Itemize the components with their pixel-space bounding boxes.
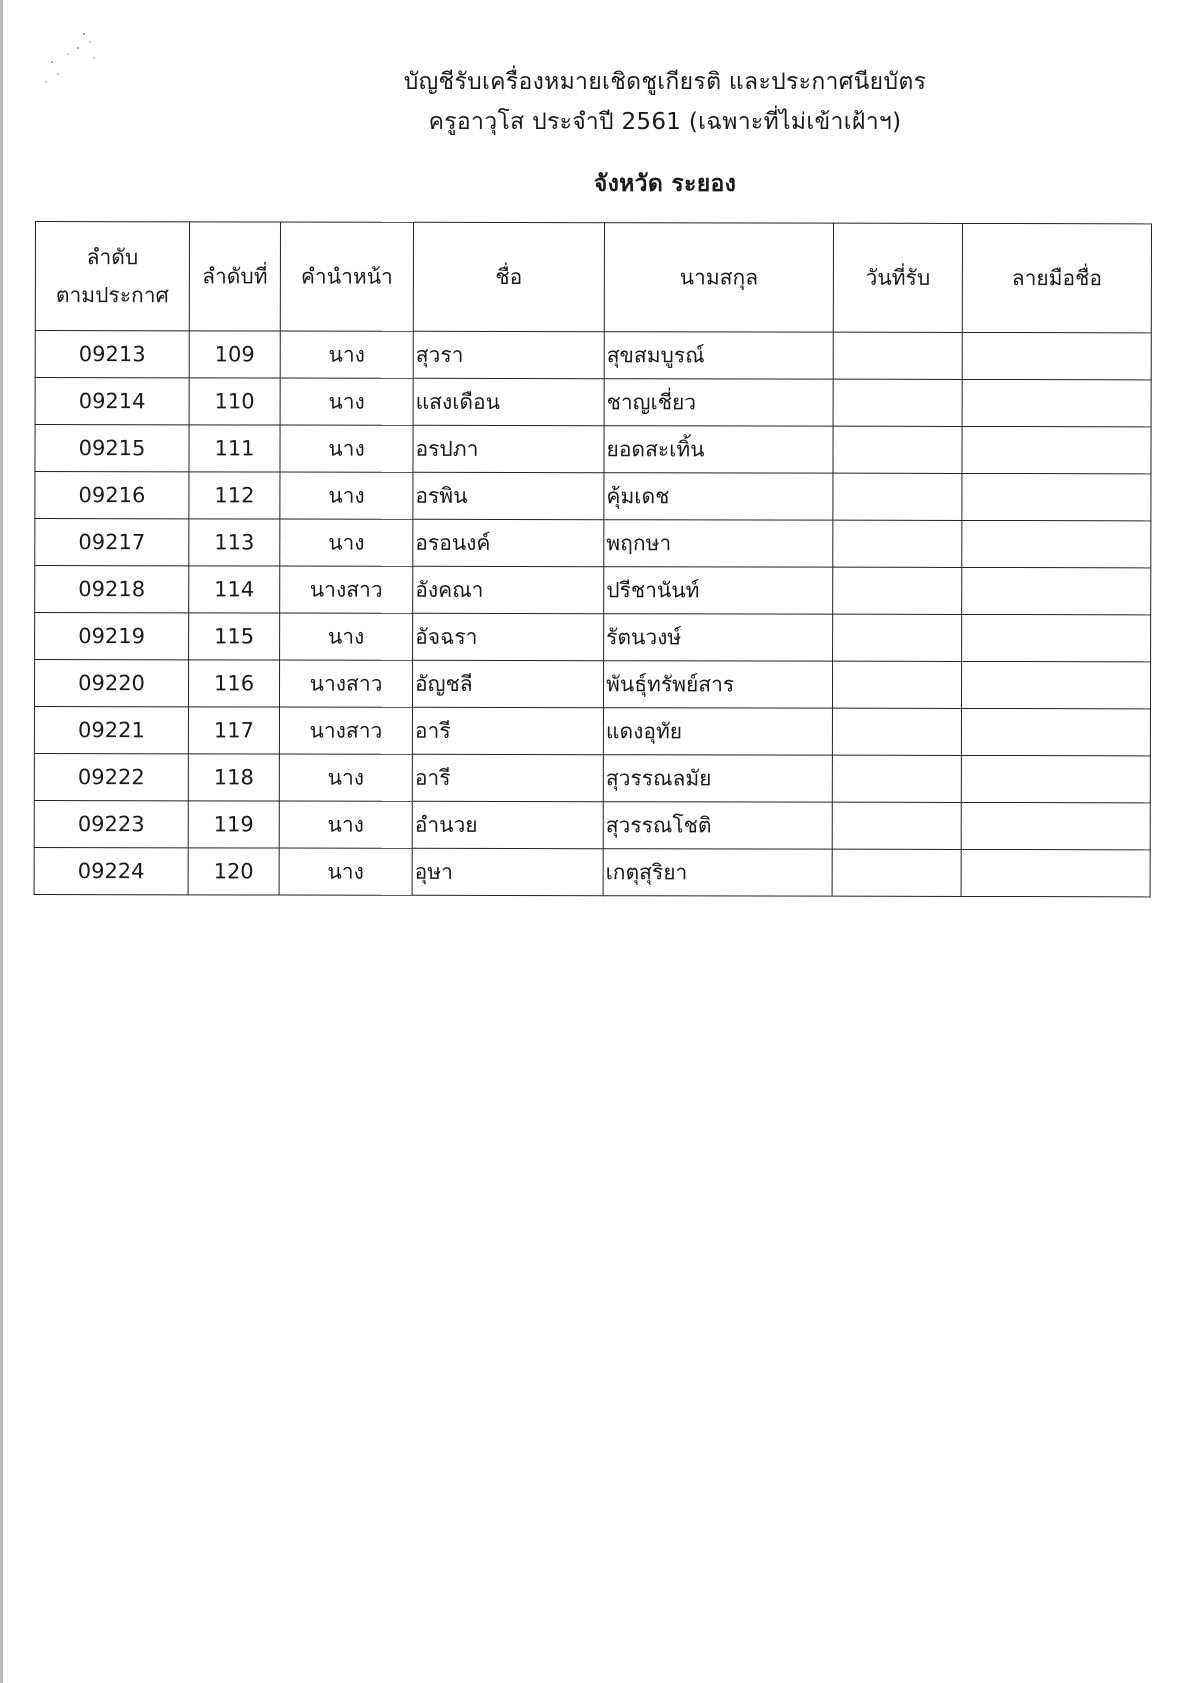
cell-signature <box>962 520 1151 567</box>
cell-announce-order: 09217 <box>35 519 189 566</box>
cell-seq: 111 <box>189 425 280 472</box>
header-first-name: ชื่อ <box>413 222 604 331</box>
cell-prefix: นาง <box>279 754 412 801</box>
cell-prefix: นาง <box>279 848 412 895</box>
cell-signature <box>962 426 1151 473</box>
cell-first-name: อัจฉรา <box>413 613 604 660</box>
header-announce-order-line1: ลำดับ <box>86 245 139 270</box>
cell-last-name: สุวรรณลมัย <box>603 755 832 802</box>
cell-last-name: พันธุ์ทรัพย์สาร <box>603 661 832 708</box>
cell-announce-order: 09213 <box>35 331 189 378</box>
cell-first-name: อรปภา <box>413 425 604 472</box>
cell-announce-order: 09218 <box>35 566 189 613</box>
cell-last-name: ยอดสะเทิ้น <box>604 426 833 473</box>
cell-prefix: นาง <box>279 801 412 848</box>
cell-seq: 120 <box>188 848 279 895</box>
cell-first-name: อำนวย <box>412 801 603 848</box>
cell-first-name: อารี <box>412 707 603 754</box>
header-last-name: นามสกุล <box>604 223 833 332</box>
cell-last-name: สุขสมบูรณ์ <box>604 332 833 379</box>
cell-date-received <box>833 614 962 661</box>
cell-date-received <box>833 332 962 379</box>
header-seq: ลำดับที่ <box>189 222 280 331</box>
cell-seq: 117 <box>188 707 279 754</box>
cell-first-name: อัญชลี <box>412 660 603 707</box>
cell-signature <box>961 661 1150 708</box>
cell-date-received <box>832 802 961 849</box>
cell-signature <box>961 802 1150 849</box>
cell-seq: 110 <box>189 378 280 425</box>
cell-announce-order: 09214 <box>35 378 189 425</box>
cell-date-received <box>833 473 962 520</box>
cell-prefix: นาง <box>280 613 413 660</box>
cell-date-received <box>832 708 961 755</box>
cell-announce-order: 09216 <box>35 472 189 519</box>
cell-prefix: นางสาว <box>279 707 412 754</box>
cell-signature <box>962 473 1151 520</box>
cell-prefix: นาง <box>280 331 413 378</box>
cell-prefix: นาง <box>280 425 413 472</box>
table-row <box>34 660 1150 709</box>
province-heading: จังหวัด ระยอง <box>593 171 737 197</box>
page-left-edge <box>0 0 3 1683</box>
cell-last-name: แดงอุทัย <box>603 708 832 755</box>
cell-first-name: แสงเดือน <box>413 378 604 425</box>
table-row <box>34 753 1150 802</box>
cell-signature <box>962 379 1151 426</box>
cell-prefix: นาง <box>280 472 413 519</box>
cell-first-name: อารี <box>412 754 603 801</box>
cell-prefix: นางสาว <box>279 660 412 707</box>
cell-prefix: นาง <box>280 519 413 566</box>
cell-seq: 114 <box>189 566 280 613</box>
cell-date-received <box>833 520 962 567</box>
cell-seq: 119 <box>188 801 279 848</box>
cell-date-received <box>832 755 961 802</box>
cell-signature <box>961 708 1150 755</box>
table-row <box>35 425 1151 474</box>
cell-signature <box>961 849 1150 896</box>
cell-first-name: อรพิน <box>413 472 604 519</box>
cell-date-received <box>833 567 962 614</box>
cell-last-name: พฤกษา <box>604 520 833 567</box>
header-date-received: วันที่รับ <box>833 223 962 332</box>
table-row <box>34 847 1150 896</box>
cell-first-name: อังคณา <box>413 566 604 613</box>
cell-first-name: อรอนงค์ <box>413 519 604 566</box>
cell-date-received <box>833 379 962 426</box>
cell-seq: 112 <box>189 472 280 519</box>
title-line-2: ครูอาวุโส ประจำปี 2561 (เฉพาะที่ไม่เข้าเฝ้าฯ) <box>428 109 902 135</box>
cell-announce-order: 09222 <box>34 753 188 800</box>
cell-seq: 113 <box>189 519 280 566</box>
header-prefix: คำนำหน้า <box>280 222 413 331</box>
cell-seq: 116 <box>188 660 279 707</box>
cell-announce-order: 09221 <box>34 707 188 754</box>
table-row <box>35 472 1151 521</box>
cell-last-name: รัตนวงษ์ <box>604 614 833 661</box>
table-row <box>35 613 1151 662</box>
recipient-table <box>34 221 1152 897</box>
header-announce-order-line2: ตามประกาศ <box>55 283 169 308</box>
cell-first-name: อุษา <box>412 848 603 895</box>
table-row <box>35 378 1151 427</box>
table-row <box>35 331 1151 380</box>
cell-last-name: เกตุสุริยา <box>603 849 832 896</box>
document-header <box>0 62 1190 204</box>
header-signature: ลายมือชื่อ <box>962 223 1151 332</box>
cell-prefix: นางสาว <box>280 566 413 613</box>
cell-announce-order: 09219 <box>35 613 189 660</box>
cell-announce-order: 09223 <box>34 800 188 847</box>
cell-last-name: สุวรรณโชติ <box>603 802 832 849</box>
cell-signature <box>962 614 1151 661</box>
cell-signature <box>962 332 1151 379</box>
table-row <box>34 800 1150 849</box>
cell-last-name: ปรีชานันท์ <box>604 567 833 614</box>
table-row <box>34 707 1150 756</box>
cell-announce-order: 09220 <box>34 660 188 707</box>
cell-seq: 109 <box>189 331 280 378</box>
cell-date-received <box>832 661 961 708</box>
cell-announce-order: 09215 <box>35 425 189 472</box>
cell-first-name: สุวรา <box>413 331 604 378</box>
cell-last-name: ชาญเชี่ยว <box>604 379 833 426</box>
cell-announce-order: 09224 <box>34 847 188 894</box>
cell-date-received <box>833 426 962 473</box>
cell-signature <box>962 567 1151 614</box>
cell-seq: 118 <box>188 754 279 801</box>
table-row <box>35 566 1151 615</box>
cell-signature <box>961 755 1150 802</box>
cell-prefix: นาง <box>280 378 413 425</box>
cell-date-received <box>832 849 961 896</box>
cell-last-name: คุ้มเดช <box>604 473 833 520</box>
table-row <box>35 519 1151 568</box>
header-announce-order <box>35 222 189 331</box>
table-header-row <box>35 222 1151 333</box>
cell-seq: 115 <box>189 613 280 660</box>
title-line-1: บัญชีรับเครื่องหมายเชิดชูเกียรติ และประกาศนียบัตร <box>403 69 927 95</box>
